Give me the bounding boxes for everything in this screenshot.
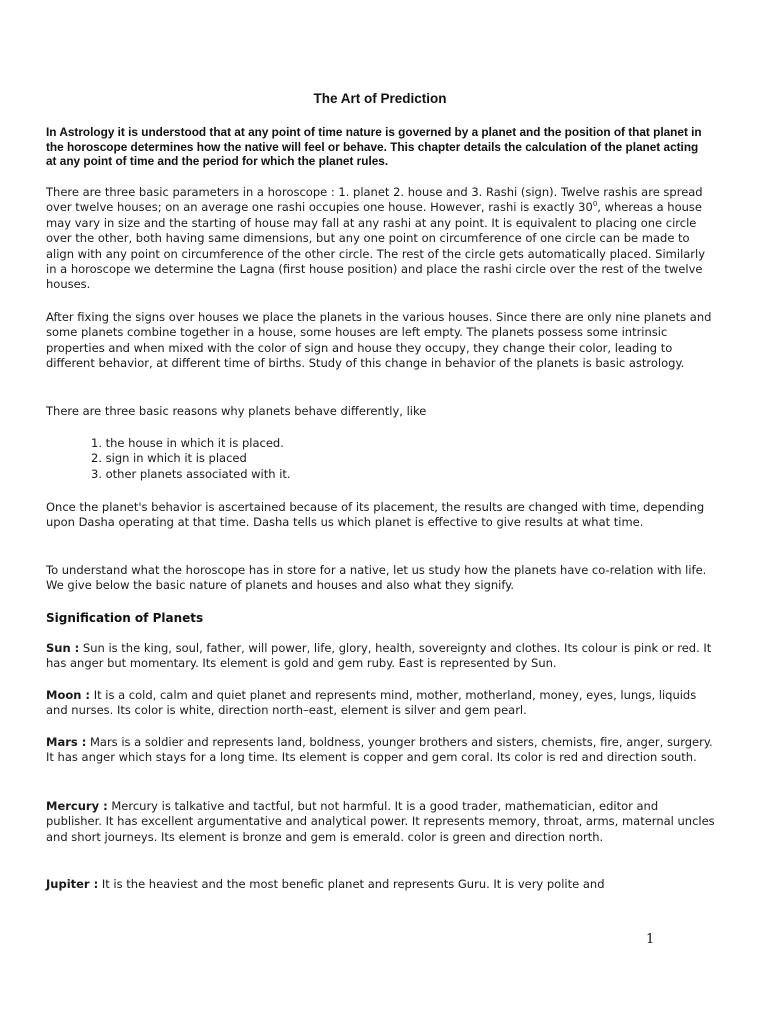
planet-name: Sun : bbox=[46, 641, 80, 655]
page-number: 1 bbox=[646, 932, 655, 947]
planet-entry-sun bbox=[46, 641, 716, 672]
list-item: 1. the house in which it is placed. bbox=[91, 436, 284, 450]
paragraph-parameters-text-2: , whereas a house may vary in size and the starting of house may fall at any rashi at any point. It is equivalent to placing one circle over the other, both having same dimensions, but any one point on circumference of one circle can be made to align with any point on circumference of the other circle. The rest of the circle gets automatically placed. Similarly in a horoscope we determine the Lagna (first house position) and place the rashi circle over the rest of the twelve houses. bbox=[46, 200, 706, 292]
paragraph-reasons-intro bbox=[46, 404, 716, 419]
page-title: The Art of Prediction bbox=[313, 91, 447, 106]
planet-entry-jupiter bbox=[46, 877, 716, 892]
reasons-list bbox=[91, 436, 691, 482]
planet-name: Mars : bbox=[46, 735, 87, 749]
paragraph-co-relation-text: To understand what the horoscope has in store for a native, let us study how the planets have co-relation with life. We give below the basic nature of planets and houses and also what they signify. bbox=[46, 563, 707, 593]
degree-superscript: 0 bbox=[592, 200, 598, 209]
planet-entry-mercury bbox=[46, 799, 716, 845]
paragraph-reasons-intro-text: There are three basic reasons why planets behave differently, like bbox=[46, 404, 427, 418]
paragraph-co-relation bbox=[46, 563, 716, 594]
intro-paragraph: In Astrology it is understood that at any point of time nature is governed by a planet and the position of that planet in the horoscope determines how the native will feel or behave. This chapter details the calculation of the planet acting at any point of time and the period for which the planet rules. bbox=[46, 125, 702, 169]
planet-description: Mercury is talkative and tactful, but not harmful. It is a good trader, mathematician, editor and publisher. It has excellent argumentative and analytical power. It represents memory, throat, arms, maternal uncles and short journeys. Its element is bronze and gem is emerald. color is green and direction north. bbox=[46, 799, 715, 844]
planet-description: Sun is the king, soul, father, will power, life, glory, health, sovereignty and clothes. Its colour is pink or red. It has anger but momentary. Its element is gold and gem ruby. East is represented by Sun. bbox=[46, 641, 712, 671]
planet-entry-moon bbox=[46, 688, 716, 719]
planet-description: It is the heaviest and the most benefic planet and represents Guru. It is very polite and bbox=[98, 877, 605, 891]
section-heading: Signification of Planets bbox=[46, 611, 204, 625]
paragraph-parameters bbox=[46, 185, 716, 293]
paragraph-parameters-text-1: There are three basic parameters in a horoscope : 1. planet 2. house and 3. Rashi (sign). Twelve rashis are spread over twelve houses; on an average one rashi occupies one house. However, rashi is exactly 30 bbox=[46, 185, 703, 215]
list-item: 3. other planets associated with it. bbox=[91, 466, 291, 481]
paragraph-dasha bbox=[46, 500, 716, 531]
planet-description: It is a cold, calm and quiet planet and represents mind, mother, motherland, money, eyes, lungs, liquids and nurses. Its color is white, direction north–east, element is silver and gem pearl. bbox=[46, 688, 697, 718]
planet-name: Jupiter : bbox=[46, 877, 99, 891]
paragraph-planets-placement-text: After fixing the signs over houses we place the planets in the various houses. Since there are only nine planets and some planets combine together in a house, some houses are left empty. The planets possess some intrinsic properties and when mixed with the color of sign and house they occupy, they change their color, leading to different behavior, at different time of births. Study of this change in behavior of the planets is basic astrology. bbox=[46, 310, 712, 371]
planet-description: Mars is a soldier and represents land, boldness, younger brothers and sisters, chemists, fire, anger, surgery. It has anger which stays for a long time. Its element is copper and gem coral. Its color is red and direction south. bbox=[46, 735, 713, 765]
list-item: 2. sign in which it is placed bbox=[91, 451, 247, 466]
paragraph-planets-placement bbox=[46, 310, 716, 372]
planet-name: Moon : bbox=[46, 688, 91, 702]
paragraph-dasha-text: Once the planet's behavior is ascertained because of its placement, the results are changed with time, depending upon Dasha operating at that time. Dasha tells us which planet is effective to give results at what time. bbox=[46, 500, 705, 530]
planet-entry-mars bbox=[46, 735, 716, 766]
planet-name: Mercury : bbox=[46, 799, 108, 813]
